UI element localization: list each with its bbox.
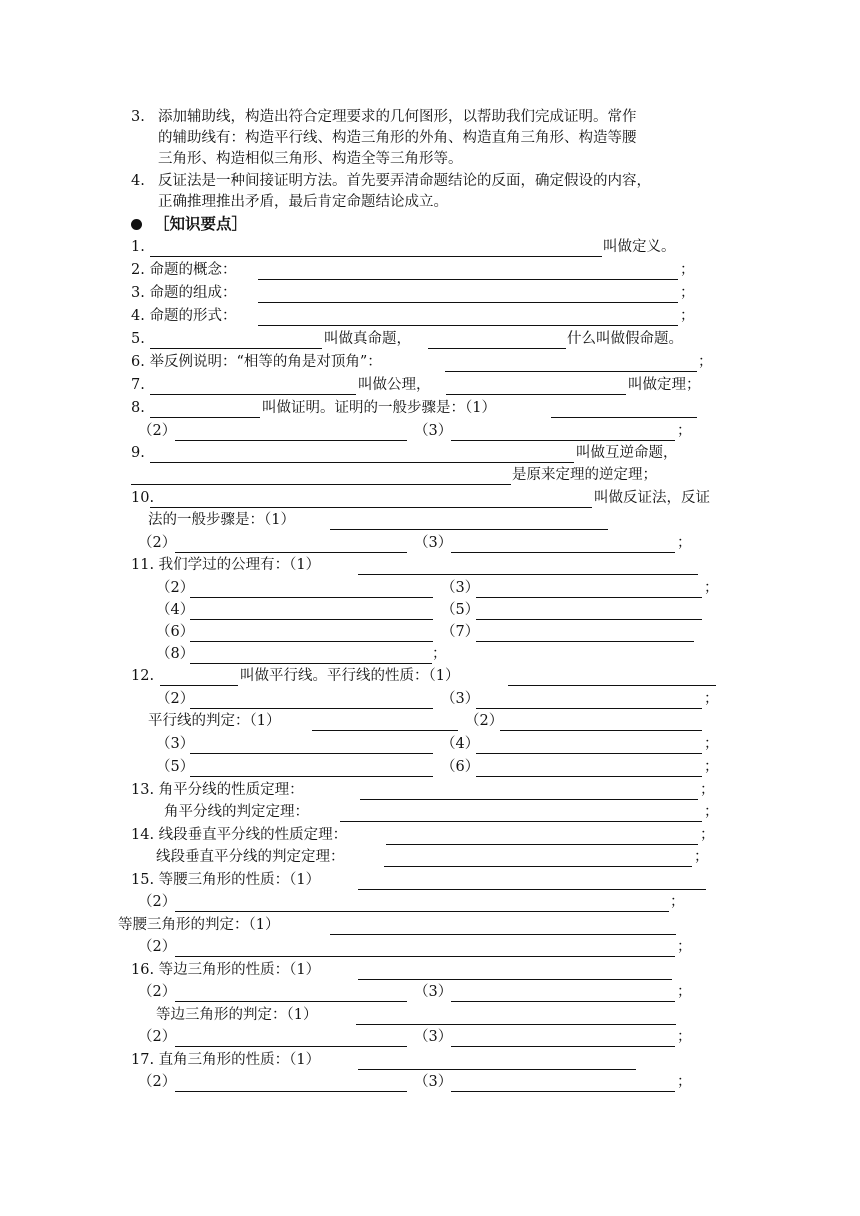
blank-10-step-3[interactable]: [451, 552, 675, 553]
blank-16-prop-3[interactable]: [451, 1001, 675, 1002]
blank-10-step-2[interactable]: [175, 552, 407, 553]
blank-11-4[interactable]: [190, 619, 433, 620]
blank-10[interactable]: [150, 507, 592, 508]
item-12-semicolon-a: ；: [704, 691, 719, 707]
blank-14a[interactable]: [386, 844, 698, 845]
item-7-text-a: 叫做公理，: [358, 377, 431, 393]
item-12-prop-label-2: （2）: [156, 691, 195, 707]
item-16-prompt-a: 16. 等边三角形的性质：（1）: [131, 962, 321, 978]
item-11-label-8: （8）: [156, 646, 195, 662]
blank-11-1[interactable]: [358, 574, 698, 575]
item-17-label-2: （2）: [138, 1074, 177, 1090]
item-17-semicolon: ；: [677, 1074, 692, 1090]
blank-4[interactable]: [258, 325, 678, 326]
intro-item-4-line-2: 正确推理推出矛盾，最后肯定命题结论成立。: [158, 194, 448, 210]
item-7-text-b: 叫做定理；: [628, 377, 701, 393]
item-8-step-3-label: （3）: [414, 423, 453, 439]
intro-item-4-number: 4.: [131, 173, 145, 189]
section-heading: [131, 213, 247, 235]
item-16-prompt-b: 等边三角形的判定：（1）: [156, 1007, 318, 1023]
blank-17-2[interactable]: [175, 1091, 407, 1092]
item-11-semicolon-b: ；: [432, 646, 447, 662]
item-8-text: 叫做证明。证明的一般步骤是：（1）: [262, 400, 496, 416]
blank-8[interactable]: [150, 417, 260, 418]
item-12-number: 12.: [131, 668, 155, 684]
item-16-prop-label-3: （3）: [414, 984, 453, 1000]
item-10-semicolon: ；: [677, 535, 692, 551]
item-12-judge-label-2: （2）: [465, 713, 504, 729]
item-16-judge-label-2: （2）: [138, 1029, 177, 1045]
blank-8-step-1[interactable]: [551, 417, 697, 418]
blank-11-8[interactable]: [190, 663, 432, 664]
blank-2[interactable]: [258, 279, 678, 280]
item-4-prompt: 4. 命题的形式：: [131, 308, 237, 324]
item-12-judge-label-6: （6）: [441, 759, 480, 775]
item-1-text: 叫做定义。: [603, 239, 676, 255]
blank-11-6[interactable]: [190, 641, 433, 642]
item-5-text-a: 叫做真命题，: [324, 331, 411, 347]
item-13-prompt-a: 13. 角平分线的性质定理：: [131, 782, 304, 798]
item-14-semicolon-b: ；: [694, 849, 709, 865]
item-11-label-5: （5）: [441, 602, 480, 618]
item-5-number: 5.: [131, 331, 145, 347]
item-15-prop-label-2: （2）: [138, 894, 177, 910]
blank-15-prop-1[interactable]: [358, 889, 706, 890]
item-11-label-4: （4）: [156, 602, 195, 618]
item-14-prompt-b: 线段垂直平分线的判定定理：: [156, 849, 345, 865]
blank-10-step-1[interactable]: [330, 529, 608, 530]
blank-15-judge-1[interactable]: [330, 934, 676, 935]
blank-7b[interactable]: [446, 394, 626, 395]
item-2-prompt: 2. 命题的概念：: [131, 262, 237, 278]
item-17-label-3: （3）: [414, 1074, 453, 1090]
item-3-prompt: 3. 命题的组成：: [131, 285, 237, 301]
blank-13b[interactable]: [340, 821, 702, 822]
item-12-semicolon-c: ；: [704, 759, 719, 775]
item-15-prompt-b: 等腰三角形的判定：（1）: [118, 917, 280, 933]
blank-8-step-3[interactable]: [451, 440, 675, 441]
item-12-judge-label-5: （5）: [156, 759, 195, 775]
item-11-label-6: （6）: [156, 624, 195, 640]
blank-7a[interactable]: [150, 394, 356, 395]
blank-11-7[interactable]: [476, 641, 694, 642]
blank-3[interactable]: [258, 302, 678, 303]
blank-17-1[interactable]: [358, 1069, 636, 1070]
blank-9b[interactable]: [131, 484, 511, 485]
item-15-semicolon-a: ；: [670, 894, 685, 910]
bullet-icon: [131, 219, 142, 230]
blank-12-judge-2[interactable]: [500, 730, 702, 731]
item-13-semicolon-b: ；: [704, 804, 719, 820]
item-12-judge-label-3: （3）: [156, 736, 195, 752]
blank-12-judge-5[interactable]: [190, 776, 433, 777]
item-12-judge-label-4: （4）: [441, 736, 480, 752]
blank-8-step-2[interactable]: [175, 440, 407, 441]
item-7-number: 7.: [131, 377, 145, 393]
blank-12-prop-2[interactable]: [190, 708, 433, 709]
blank-12-judge-3[interactable]: [190, 753, 433, 754]
blank-11-3[interactable]: [476, 597, 702, 598]
blank-16-judge-1[interactable]: [356, 1024, 676, 1025]
section-title: ［知识要点］: [154, 215, 248, 233]
blank-9a[interactable]: [150, 462, 574, 463]
item-10-number: 10.: [131, 490, 155, 506]
blank-5a[interactable]: [150, 348, 322, 349]
blank-12-judge-1[interactable]: [312, 730, 458, 731]
item-14-semicolon-a: ；: [700, 827, 715, 843]
item-9-number: 9.: [131, 445, 145, 461]
blank-11-2[interactable]: [190, 597, 433, 598]
item-10-text-a: 叫做反证法，反证: [594, 490, 710, 506]
blank-15-prop-2[interactable]: [175, 911, 669, 912]
item-8-semicolon: ；: [677, 423, 692, 439]
item-8-number: 8.: [131, 400, 145, 416]
item-17-prompt: 17. 直角三角形的性质：（1）: [131, 1052, 321, 1068]
blank-14b[interactable]: [384, 866, 692, 867]
intro-item-3-number: 3.: [131, 109, 145, 125]
intro-item-3-line-2: 的辅助线有：构造平行线、构造三角形的外角、构造直角三角形、构造等腰: [158, 130, 637, 146]
intro-item-3-line-1: 添加辅助线，构造出符合定理要求的几何图形，以帮助我们完成证明。常作: [158, 109, 637, 125]
item-16-prop-label-2: （2）: [138, 984, 177, 1000]
item-1-number: 1.: [131, 239, 145, 255]
blank-16-prop-1[interactable]: [358, 979, 672, 980]
item-16-semicolon-a: ；: [677, 984, 692, 1000]
item-14-prompt-a: 14. 线段垂直平分线的性质定理：: [131, 827, 348, 843]
item-12-semicolon-b: ；: [704, 736, 719, 752]
item-11-prompt: 11. 我们学过的公理有：（1）: [131, 557, 321, 573]
item-13-prompt-b: 角平分线的判定定理：: [164, 804, 309, 820]
item-9-text-b: 是原来定理的逆定理；: [512, 467, 657, 483]
blank-12[interactable]: [160, 685, 238, 686]
item-15-semicolon-b: ；: [677, 939, 692, 955]
blank-6[interactable]: [445, 371, 697, 372]
blank-11-5[interactable]: [476, 619, 702, 620]
blank-15-judge-2[interactable]: [175, 956, 675, 957]
item-2-semicolon: ；: [680, 262, 695, 278]
item-13-semicolon-a: ；: [700, 782, 715, 798]
blank-12-judge-6[interactable]: [476, 776, 702, 777]
blank-5b[interactable]: [428, 348, 566, 349]
item-3-semicolon: ；: [680, 285, 695, 301]
blank-12-prop-3[interactable]: [476, 708, 702, 709]
item-16-semicolon-b: ；: [677, 1029, 692, 1045]
item-6-prompt: 6. 举反例说明：“相等的角是对顶角”：: [131, 354, 382, 370]
item-11-label-2: （2）: [156, 580, 195, 596]
item-12-judge-prompt: 平行线的判定：（1）: [148, 713, 281, 729]
item-15-judge-label-2: （2）: [138, 939, 177, 955]
blank-12-prop-1[interactable]: [508, 685, 716, 686]
blank-13a[interactable]: [360, 799, 698, 800]
item-10-step-2-label: （2）: [138, 535, 177, 551]
item-11-label-7: （7）: [441, 624, 480, 640]
item-12-text: 叫做平行线。平行线的性质：（1）: [240, 668, 460, 684]
intro-item-3-line-3: 三角形、构造相似三角形、构造全等三角形等。: [158, 151, 463, 167]
blank-16-judge-2[interactable]: [175, 1046, 407, 1047]
item-6-semicolon: ；: [698, 354, 713, 370]
item-16-judge-label-3: （3）: [414, 1029, 453, 1045]
item-12-prop-label-3: （3）: [441, 691, 480, 707]
item-15-prompt-a: 15. 等腰三角形的性质：（1）: [131, 872, 321, 888]
blank-16-judge-3[interactable]: [451, 1046, 675, 1047]
item-9-text-a: 叫做互逆命题，: [576, 445, 678, 461]
blank-1[interactable]: [150, 256, 602, 257]
item-11-semicolon-a: ；: [704, 580, 719, 596]
item-5-text-b: 什么叫做假命题。: [567, 331, 683, 347]
blank-12-judge-4[interactable]: [476, 753, 702, 754]
intro-item-4-line-1: 反证法是一种间接证明方法。首先要弄清命题结论的反面，确定假设的内容，: [158, 173, 651, 189]
item-10-step-3-label: （3）: [414, 535, 453, 551]
item-10-text-b: 法的一般步骤是：（1）: [148, 512, 295, 528]
blank-17-3[interactable]: [451, 1091, 675, 1092]
item-11-label-3: （3）: [441, 580, 480, 596]
item-4-semicolon: ；: [680, 308, 695, 324]
item-8-step-2-label: （2）: [138, 423, 177, 439]
blank-16-prop-2[interactable]: [175, 1001, 407, 1002]
